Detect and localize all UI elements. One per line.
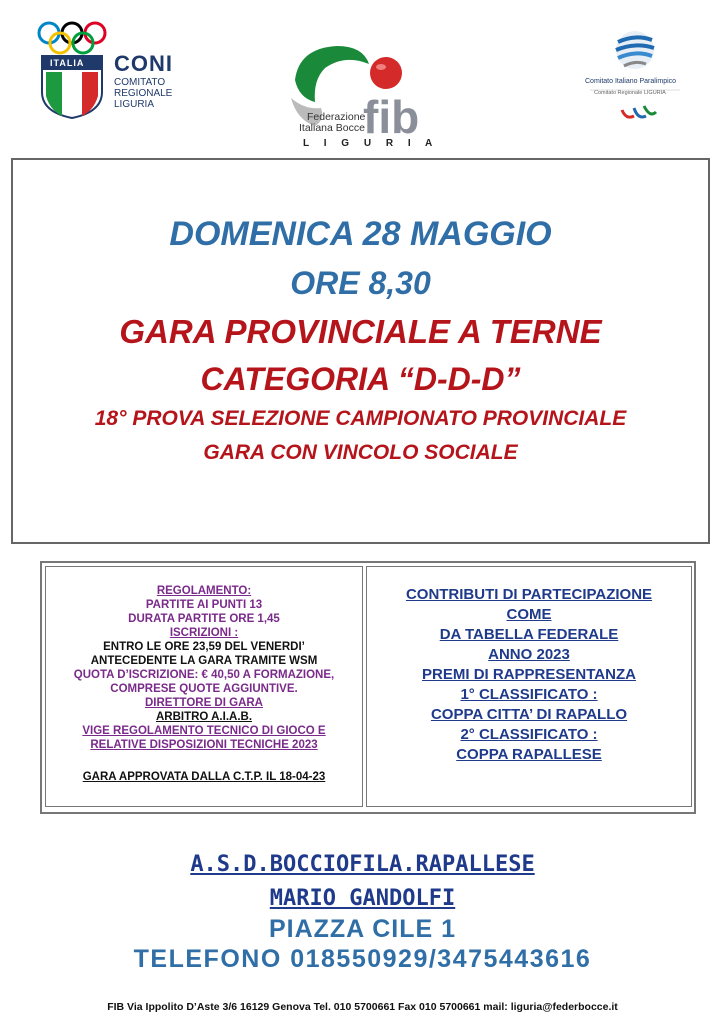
prizes-line1: CONTRIBUTI DI PARTECIPAZIONE — [405, 586, 653, 603]
event-time: ORE 8,30 — [290, 265, 431, 301]
cip-sub: Comitato Regionale LIGURIA — [594, 90, 666, 96]
coni-shield-text: ITALIA — [50, 58, 85, 68]
event-title: GARA PROVINCIALE A TERNE — [119, 313, 602, 350]
info-panel — [40, 561, 696, 814]
regulation-line2: RELATIVE DISPOSIZIONI TECNICHE 2023 — [90, 739, 318, 751]
contact-person: MARIO GANDOLFI — [269, 886, 456, 911]
coni-logo — [36, 20, 206, 130]
director-heading: DIRETTORE DI GARA — [145, 697, 263, 709]
fib-region: L I G U R I A — [303, 138, 439, 149]
prizes-box — [366, 566, 692, 807]
cip-logo — [580, 28, 690, 128]
fib-line2: Italiana Bocce — [299, 122, 365, 134]
registrations-deadline2: ANTECEDENTE LA GARA TRAMITE WSM — [90, 655, 318, 667]
prizes-line4: ANNO 2023 — [488, 646, 570, 663]
coni-name: CONI — [114, 51, 173, 76]
fib-bocce-icon — [285, 40, 455, 152]
event-constraint: GARA CON VINCOLO SOCIALE — [203, 441, 518, 464]
referee: ARBITRO A.I.A.B. — [155, 711, 253, 723]
prizes-line8: 2° CLASSIFICATO : — [460, 726, 598, 743]
event-date: DOMENICA 28 MAGGIO — [169, 215, 552, 253]
prizes-line5: PREMI DI RAPPRESENTANZA — [422, 666, 636, 683]
registrations-fee1: QUOTA D’ISCRIZIONE: € 40,50 A FORMAZIONE, — [73, 669, 335, 681]
announcement-box — [11, 158, 710, 544]
fib-line1: Federazione — [307, 111, 366, 123]
club-name: A.S.D.BOCCIOFILA.RAPALLESE — [190, 852, 535, 877]
event-selection: 18° PROVA SELEZIONE CAMPIONATO PROVINCIALE — [94, 407, 627, 430]
federation-contact-line: FIB Via Ippolito D’Aste 3/6 16129 Genova Tel. 010 5700661 Fax 010 5700661 mail: liguria@federbocce.it — [107, 1001, 618, 1013]
prizes-line9: COPPA RAPALLESE — [456, 746, 602, 763]
prizes-line7: COPPA CITTA’ DI RAPALLO — [430, 706, 628, 723]
rules-duration: DURATA PARTITE ORE 1,45 — [128, 613, 280, 625]
fib-logo — [285, 40, 455, 152]
rules-heading: REGOLAMENTO: — [156, 585, 252, 597]
registrations-deadline1: ENTRO LE ORE 23,59 DEL VENERDI’ — [103, 641, 305, 653]
coni-sub2: REGIONALE — [114, 88, 173, 99]
registrations-heading: ISCRIZIONI : — [169, 627, 239, 639]
registrations-fee2: COMPRESE QUOTE AGGIUNTIVE. — [110, 683, 298, 695]
event-category: CATEGORIA “D-D-D” — [200, 361, 521, 397]
approval-note: GARA APPROVATA DALLA C.T.P. IL 18-04-23 — [82, 771, 326, 783]
coni-sub1: COMITATO — [114, 77, 166, 88]
coni-sub3: LIGURIA — [114, 99, 155, 110]
regulation-line1: VIGE REGOLAMENTO TECNICO DI GIOCO E — [82, 725, 326, 737]
prizes-line2: COME — [506, 606, 552, 623]
rules-box — [45, 566, 363, 807]
cip-name: Comitato Italiano Paralimpico — [585, 78, 677, 85]
prizes-line6: 1° CLASSIFICATO : — [460, 686, 598, 703]
address: PIAZZA CILE 1 — [268, 915, 457, 943]
phone: TELEFONO 018550929/3475443616 — [133, 945, 592, 973]
svg-text:fib: fib — [363, 91, 420, 143]
prizes-line3: DA TABELLA FEDERALE — [439, 626, 619, 643]
rules-points: PARTITE AI PUNTI 13 — [145, 599, 263, 611]
